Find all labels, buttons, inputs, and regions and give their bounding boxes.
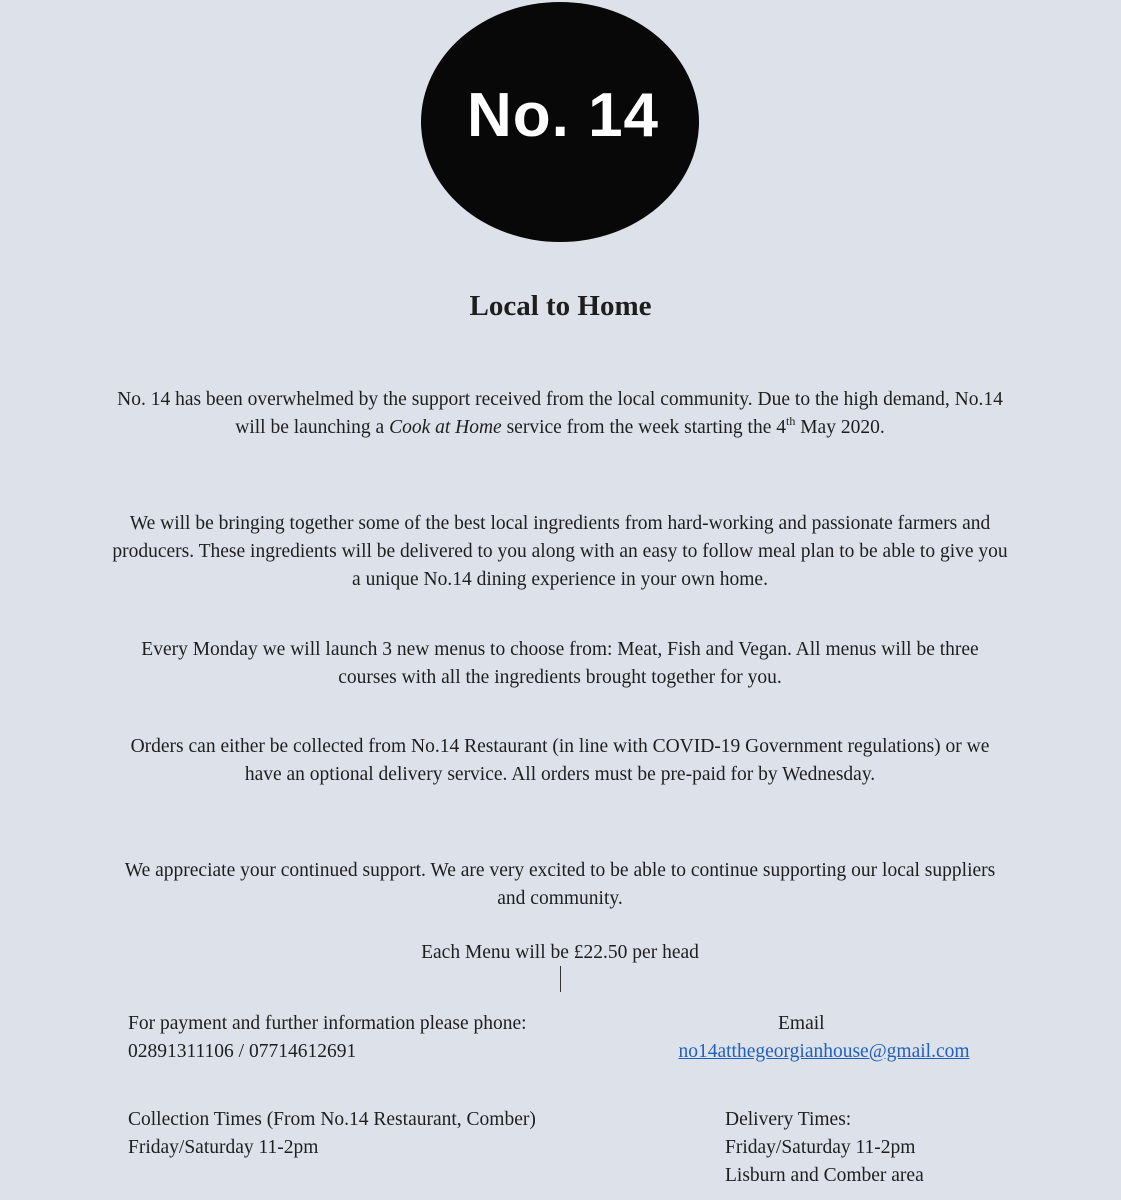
collection-block xyxy=(128,1106,536,1162)
delivery-times: Friday/Saturday 11-2pm xyxy=(725,1137,916,1158)
cook-at-home-italic: Cook at Home xyxy=(389,417,502,438)
intro-text-middle: service from the week starting the 4 xyxy=(501,417,786,438)
price-line: Each Menu will be £22.50 per head xyxy=(421,942,699,963)
ingredients-paragraph: We will be bringing together some of the best local ingredients from hard-working and passionate farmers and producers. These ingredients will be delivered to you along with an easy to follow meal plan to be able to give you a unique No.14 dining experience in your own home. xyxy=(112,513,1008,590)
delivery-area: Lisburn and Comber area xyxy=(725,1165,924,1186)
email-link[interactable]: no14atthegeorgianhouse@gmail.com xyxy=(678,1041,970,1062)
logo-circle xyxy=(421,2,699,242)
email-label: Email xyxy=(778,1013,825,1034)
support-paragraph: We appreciate your continued support. We are very excited to be able to continue supporting our local suppliers and community. xyxy=(124,860,996,909)
menus-paragraph: Every Monday we will launch 3 new menus to choose from: Meat, Fish and Vegan. All menus will be three courses with all the ingredients brought together for you. xyxy=(141,639,979,688)
email-block xyxy=(658,1010,990,1066)
collection-times: Friday/Saturday 11-2pm xyxy=(128,1137,319,1158)
phone-block xyxy=(128,1010,527,1066)
phone-numbers: 02891311106 / 07714612691 xyxy=(128,1041,357,1062)
page-title: Local to Home xyxy=(469,290,652,322)
intro-text-start: No. 14 has been overwhelmed by the support received from the local community. Due to the high demand, No.14 will be launching a xyxy=(117,389,1003,438)
delivery-block xyxy=(725,1106,924,1190)
intro-paragraph xyxy=(110,386,1010,442)
ordinal-suffix: th xyxy=(786,414,796,428)
collection-heading: Collection Times (From No.14 Restaurant, Comber) xyxy=(128,1109,536,1130)
text-cursor xyxy=(560,966,561,992)
intro-text-end: May 2020. xyxy=(795,417,885,438)
logo-text: No. 14 xyxy=(466,80,660,150)
delivery-heading: Delivery Times: xyxy=(725,1109,852,1130)
orders-paragraph: Orders can either be collected from No.14 Restaurant (in line with COVID-19 Government regulations) or we have an optional delivery service. All orders must be pre-paid for by Wednesday. xyxy=(130,736,990,785)
phone-label: For payment and further information please phone: xyxy=(128,1013,527,1034)
